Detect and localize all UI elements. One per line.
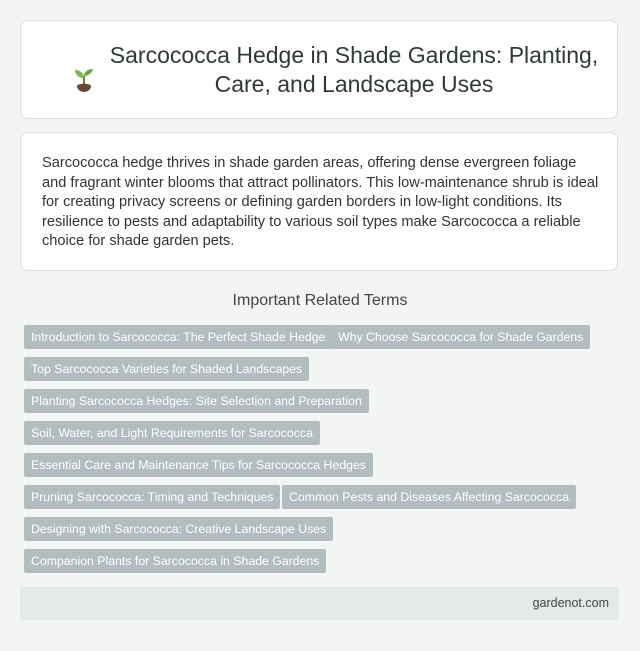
related-term-tag[interactable]: Essential Care and Maintenance Tips for Sarcococca Hedges (24, 453, 373, 477)
related-term-tag[interactable]: Designing with Sarcococca: Creative Landscape Uses (24, 517, 333, 541)
related-term-tag[interactable]: Common Pests and Diseases Affecting Sarcococca (282, 485, 576, 509)
sprout-icon (69, 64, 99, 94)
description-text: Sarcococca hedge thrives in shade garden areas, offering dense evergreen foliage and fragrant winter blooms that attract pollinators. This low-maintenance shrub is ideal for creating privacy screens or defining garden borders in low-light conditions. Its resilience to pests and adaptability to various soil types make Sarcococca a reliable choice for shade garden pets. (42, 155, 599, 249)
related-terms-heading: Important Related Terms (232, 292, 408, 309)
related-term-tag[interactable]: Why Choose Sarcococca for Shade Gardens (331, 325, 590, 349)
related-term-tag[interactable]: Planting Sarcococca Hedges: Site Selection and Preparation (24, 389, 369, 413)
related-term-tag[interactable]: Pruning Sarcococca: Timing and Techniques (24, 485, 280, 509)
description-card (20, 132, 618, 271)
footer-site-link[interactable]: gardenot.com (532, 596, 609, 610)
related-term-tag[interactable]: Introduction to Sarcococca: The Perfect Shade Hedge (24, 325, 332, 349)
related-term-tag[interactable]: Soil, Water, and Light Requirements for Sarcococca (24, 421, 320, 445)
related-term-tag[interactable]: Top Sarcococca Varieties for Shaded Landscapes (24, 357, 309, 381)
title-card (20, 20, 618, 119)
page-title: Sarcococca Hedge in Shade Gardens: Planting, Care, and Landscape Uses (109, 42, 599, 97)
footer (20, 587, 619, 620)
related-term-tag[interactable]: Companion Plants for Sarcococca in Shade Gardens (24, 549, 326, 573)
